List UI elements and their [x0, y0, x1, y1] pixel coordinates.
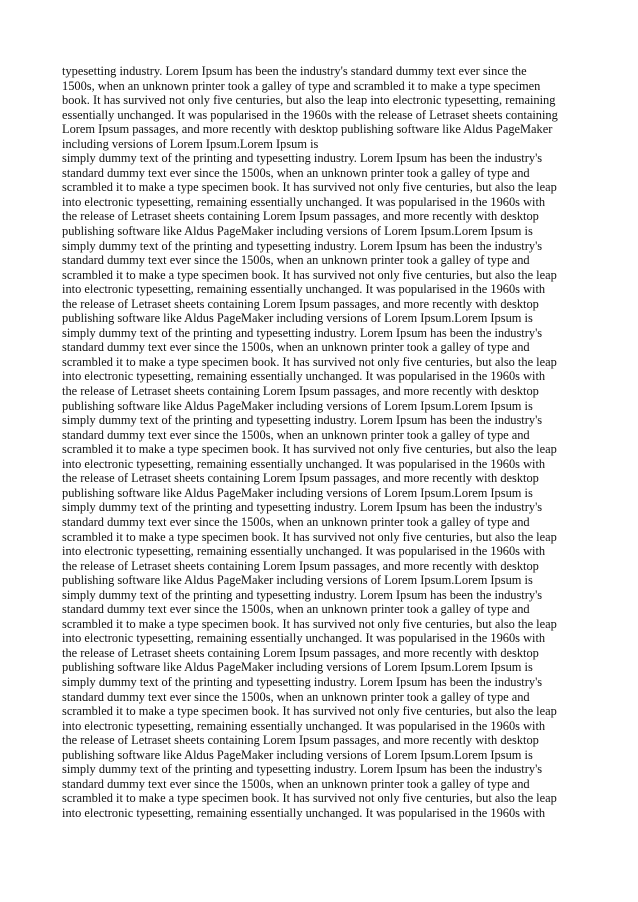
text-line: into electronic typesetting, remaining essentially unchanged. It was popularised in the 1960s with	[62, 282, 546, 297]
text-line: into electronic typesetting, remaining essentially unchanged. It was popularised in the 1960s with	[62, 369, 546, 384]
text-line: simply dummy text of the printing and typesetting industry. Lorem Ipsum has been the industry's	[62, 762, 543, 777]
text-line: scrambled it to make a type specimen book. It has survived not only five centuries, but also the leap	[62, 704, 557, 719]
text-line: publishing software like Aldus PageMaker including versions of Lorem Ipsum.Lorem Ipsum is	[62, 311, 533, 326]
text-line: into electronic typesetting, remaining essentially unchanged. It was popularised in the 1960s with	[62, 544, 546, 559]
body-text	[62, 64, 580, 820]
text-line: publishing software like Aldus PageMaker including versions of Lorem Ipsum.Lorem Ipsum is	[62, 747, 533, 762]
text-line: the release of Letraset sheets containing Lorem Ipsum passages, and more recently with desktop	[62, 471, 539, 486]
text-line: simply dummy text of the printing and typesetting industry. Lorem Ipsum has been the industry's	[62, 500, 543, 515]
text-line: simply dummy text of the printing and typesetting industry. Lorem Ipsum has been the industry's	[62, 674, 543, 689]
text-line: into electronic typesetting, remaining essentially unchanged. It was popularised in the 1960s with	[62, 194, 546, 209]
text-line: the release of Letraset sheets containing Lorem Ipsum passages, and more recently with desktop	[62, 209, 539, 224]
text-line: typesetting industry. Lorem Ipsum has been the industry's standard dummy text ever since the	[62, 64, 527, 78]
text-line: scrambled it to make a type specimen book. It has survived not only five centuries, but also the leap	[62, 529, 557, 544]
text-line: simply dummy text of the printing and typesetting industry. Lorem Ipsum has been the industry's	[62, 587, 543, 602]
text-line: publishing software like Aldus PageMaker including versions of Lorem Ipsum.Lorem Ipsum is	[62, 224, 533, 239]
text-line: standard dummy text ever since the 1500s, when an unknown printer took a galley of type and	[62, 602, 530, 617]
text-line: into electronic typesetting, remaining essentially unchanged. It was popularised in the 1960s with	[62, 718, 546, 733]
text-line: the release of Letraset sheets containing Lorem Ipsum passages, and more recently with desktop	[62, 296, 539, 311]
text-line: the release of Letraset sheets containing Lorem Ipsum passages, and more recently with desktop	[62, 558, 539, 573]
text-line: simply dummy text of the printing and typesetting industry. Lorem Ipsum has been the industry's	[62, 325, 543, 340]
text-line: scrambled it to make a type specimen book. It has survived not only five centuries, but also the leap	[62, 791, 557, 806]
text-line: simply dummy text of the printing and typesetting industry. Lorem Ipsum has been the industry's	[62, 238, 543, 253]
text-line: the release of Letraset sheets containing Lorem Ipsum passages, and more recently with desktop	[62, 384, 539, 399]
text-line: book. It has survived not only five centuries, but also the leap into electronic typesetting, remaining	[62, 93, 556, 108]
text-line: scrambled it to make a type specimen book. It has survived not only five centuries, but also the leap	[62, 267, 557, 282]
text-line: publishing software like Aldus PageMaker including versions of Lorem Ipsum.Lorem Ipsum is	[62, 660, 533, 675]
text-line: into electronic typesetting, remaining essentially unchanged. It was popularised in the 1960s with	[62, 805, 546, 820]
text-line: simply dummy text of the printing and typesetting industry. Lorem Ipsum has been the industry's	[62, 151, 543, 166]
text-line: standard dummy text ever since the 1500s, when an unknown printer took a galley of type and	[62, 427, 530, 442]
text-line: Lorem Ipsum passages, and more recently with desktop publishing software like Aldus PageMaker	[62, 122, 553, 137]
text-line: 1500s, when an unknown printer took a galley of type and scrambled it to make a type specimen	[62, 78, 541, 93]
text-line: the release of Letraset sheets containing Lorem Ipsum passages, and more recently with desktop	[62, 733, 539, 748]
text-line: publishing software like Aldus PageMaker including versions of Lorem Ipsum.Lorem Ipsum is	[62, 398, 533, 413]
text-line: publishing software like Aldus PageMaker including versions of Lorem Ipsum.Lorem Ipsum is	[62, 573, 533, 588]
text-line: standard dummy text ever since the 1500s, when an unknown printer took a galley of type and	[62, 165, 530, 180]
text-line: scrambled it to make a type specimen book. It has survived not only five centuries, but also the leap	[62, 180, 557, 195]
text-line: simply dummy text of the printing and typesetting industry. Lorem Ipsum has been the industry's	[62, 413, 543, 428]
text-line: standard dummy text ever since the 1500s, when an unknown printer took a galley of type and	[62, 514, 530, 529]
text-line: standard dummy text ever since the 1500s, when an unknown printer took a galley of type and	[62, 689, 530, 704]
text-line: standard dummy text ever since the 1500s, when an unknown printer took a galley of type and	[62, 340, 530, 355]
text-line: scrambled it to make a type specimen book. It has survived not only five centuries, but also the leap	[62, 354, 557, 369]
text-line: essentially unchanged. It was popularised in the 1960s with the release of Letraset sheets containing	[62, 107, 558, 122]
text-line: standard dummy text ever since the 1500s, when an unknown printer took a galley of type and	[62, 776, 530, 791]
text-line: including versions of Lorem Ipsum.Lorem Ipsum is	[62, 136, 319, 151]
text-line: publishing software like Aldus PageMaker including versions of Lorem Ipsum.Lorem Ipsum is	[62, 485, 533, 500]
text-line: scrambled it to make a type specimen book. It has survived not only five centuries, but also the leap	[62, 442, 557, 457]
text-line: the release of Letraset sheets containing Lorem Ipsum passages, and more recently with desktop	[62, 645, 539, 660]
text-line: into electronic typesetting, remaining essentially unchanged. It was popularised in the 1960s with	[62, 631, 546, 646]
text-line: scrambled it to make a type specimen book. It has survived not only five centuries, but also the leap	[62, 616, 557, 631]
text-line: into electronic typesetting, remaining essentially unchanged. It was popularised in the 1960s with	[62, 456, 546, 471]
text-line: standard dummy text ever since the 1500s, when an unknown printer took a galley of type and	[62, 253, 530, 268]
